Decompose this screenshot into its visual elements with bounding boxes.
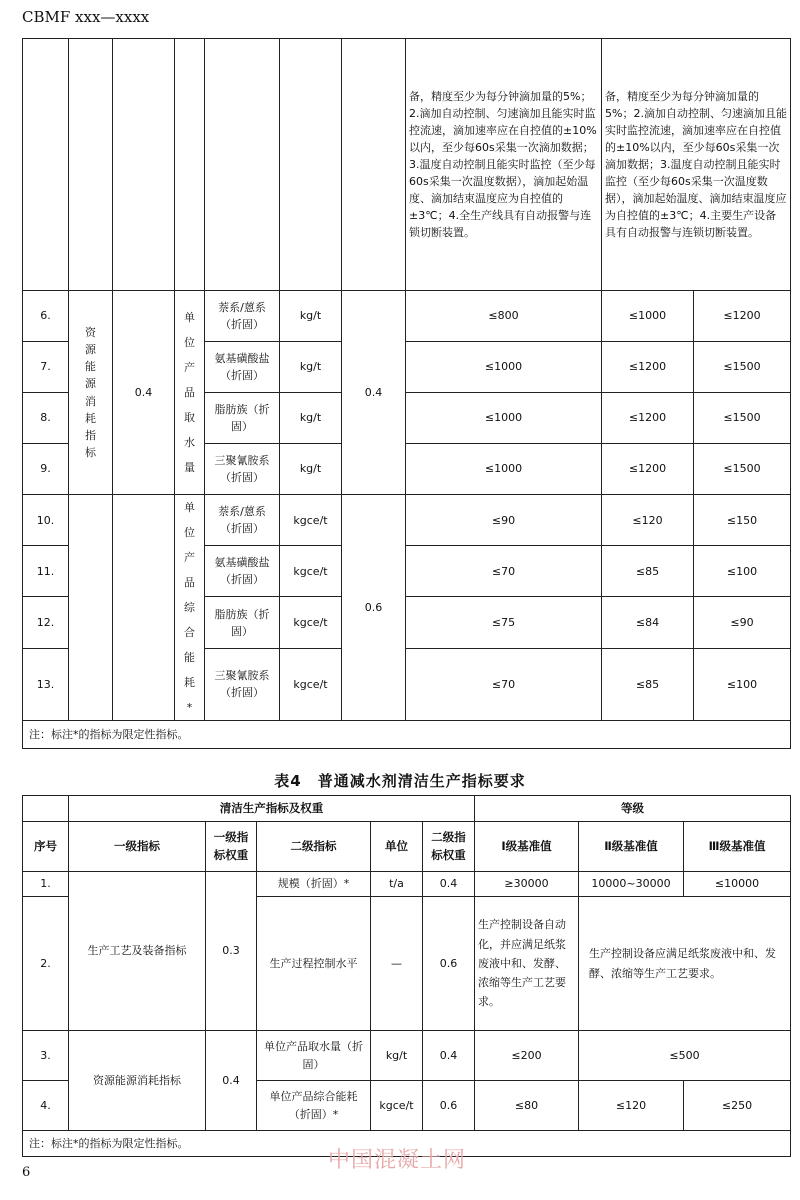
item-name: 脂肪族（折固） — [205, 393, 280, 444]
item-name: 单位产品综合能耗（折固）* — [257, 1081, 371, 1131]
unit: kg/t — [280, 342, 342, 393]
cell — [280, 39, 342, 291]
table-note: 注：标注*的指标为限定性指标。 — [23, 1131, 791, 1157]
grade-iii-value: ≤100 — [694, 648, 791, 720]
grade-iii-value: ≤150 — [694, 495, 791, 546]
level2-weight: 0.4 — [423, 872, 475, 897]
grade-iii-value: ≤1500 — [694, 444, 791, 495]
grade-i-value: ≤200 — [475, 1031, 579, 1081]
level2-weight: 0.4 — [342, 291, 406, 495]
grade-ii-value: ≤85 — [602, 648, 694, 720]
watermark: 中国混凝土网 — [328, 1148, 467, 1173]
item-name: 三聚氰胺系（折固） — [205, 444, 280, 495]
grade-i-value: ≤70 — [406, 648, 602, 720]
item-name: 三聚氰胺系（折固） — [205, 648, 280, 720]
level1-indicator: 资源能源消耗指标 — [69, 1031, 206, 1131]
level1-weight: 0.4 — [206, 1031, 257, 1131]
grade-i-value: ≤800 — [406, 291, 602, 342]
row-number: 12. — [23, 597, 69, 648]
level2-weight: 0.6 — [342, 495, 406, 721]
unit: kg/t — [280, 291, 342, 342]
grade-i-continued-text: 备，精度至少为每分钟滴加量的5%；2.滴加自动控制、匀速滴加且能实时监控流速，滴加速率应在自控值的±10%以内，至少每60s采集一次滴加数据；3.温度自动控制且能实时监控（至少每60s采集一次温度数据），滴加起始温度、滴加结束温度应为自控值的±3℃；4.全生产线具有自动报警与连锁切断装置。 — [406, 39, 602, 291]
grade-iii-value: ≤10000 — [684, 872, 791, 897]
unit: kgce/t — [280, 546, 342, 597]
level1-weight: 0.4 — [113, 291, 175, 495]
row-number: 7. — [23, 342, 69, 393]
page-number: 6 — [22, 1165, 31, 1180]
cell — [113, 39, 175, 291]
grade-ii-value: ≤84 — [602, 597, 694, 648]
header-grade-ii: Ⅱ级基准值 — [579, 822, 684, 872]
level2-indicator-water: 单位产品取水量 — [175, 291, 205, 495]
header-no: 序号 — [23, 822, 69, 872]
item-name: 单位产品取水量（折固） — [257, 1031, 371, 1081]
header-level2-weight: 二级指标权重 — [423, 822, 475, 872]
header-indicators: 清洁生产指标及权重 — [69, 796, 475, 822]
row-number: 6. — [23, 291, 69, 342]
item-name: 生产过程控制水平 — [257, 897, 371, 1031]
unit: kg/t — [280, 444, 342, 495]
unit: kgce/t — [280, 495, 342, 546]
level2-indicator-energy: 单位产品综合能耗* — [175, 495, 205, 721]
grade-iii-value: ≤100 — [694, 546, 791, 597]
grade-i-value: ≤90 — [406, 495, 602, 546]
unit: — — [371, 897, 423, 1031]
unit: kg/t — [280, 393, 342, 444]
row-number: 10. — [23, 495, 69, 546]
header-level1: 一级指标 — [69, 822, 206, 872]
header-unit: 单位 — [371, 822, 423, 872]
grade-ii-value: ≤85 — [602, 546, 694, 597]
level2-weight: 0.6 — [423, 897, 475, 1031]
item-name: 萘系/蒽系（折固） — [205, 291, 280, 342]
item-name: 氨基磺酸盐（折固） — [205, 546, 280, 597]
grade-i-value: ≤1000 — [406, 393, 602, 444]
header-grade: 等级 — [475, 796, 791, 822]
grade-i-value: ≤70 — [406, 546, 602, 597]
grade-ii-value: ≤1200 — [602, 393, 694, 444]
grade-ii-iii-value: ≤500 — [579, 1031, 791, 1081]
grade-iii-value: ≤1500 — [694, 393, 791, 444]
cell — [69, 39, 113, 291]
unit: t/a — [371, 872, 423, 897]
grade-iii-value: ≤90 — [694, 597, 791, 648]
grade-i-value: ≤75 — [406, 597, 602, 648]
header-grade-iii: Ⅲ级基准值 — [684, 822, 791, 872]
unit: kg/t — [371, 1031, 423, 1081]
grade-i-value: ≤80 — [475, 1081, 579, 1131]
row-number: 13. — [23, 648, 69, 720]
table-3-continuation — [22, 38, 791, 749]
cell — [23, 39, 69, 291]
grade-i-value: ≥30000 — [475, 872, 579, 897]
level2-weight: 0.4 — [423, 1031, 475, 1081]
grade-ii-iii-value: 生产控制设备应满足纸浆废液中和、发酵、浓缩等生产工艺要求。 — [579, 897, 791, 1031]
level2-weight: 0.6 — [423, 1081, 475, 1131]
unit: kgce/t — [371, 1081, 423, 1131]
grade-i-value: 生产控制设备自动化，并应满足纸浆废液中和、发酵、浓缩等生产工艺要求。 — [475, 897, 579, 1031]
grade-ii-continued-text: 备，精度至少为每分钟滴加量的5%；2.滴加自动控制、匀速滴加且能实时监控流速，滴加速率应在自控值的±10%以内，至少每60s采集一次滴加数据；3.温度自动控制且能实时监控（至少每60s采集一次温度数据），滴加起始温度、滴加结束温度应为自控值的±3℃；4.主要生产设备具有自动报警与连锁切断装置。 — [602, 39, 791, 291]
grade-ii-value: ≤120 — [579, 1081, 684, 1131]
level1-weight: 0.3 — [206, 872, 257, 1031]
row-number: 4. — [23, 1081, 69, 1131]
grade-i-value: ≤1000 — [406, 342, 602, 393]
cell — [23, 796, 69, 822]
table-4-caption: 表4 普通减水剂清洁生产指标要求 — [274, 772, 526, 790]
header-grade-i: Ⅰ级基准值 — [475, 822, 579, 872]
table-note: 注：标注*的指标为限定性指标。 — [23, 721, 791, 749]
level1-indicator: 生产工艺及装备指标 — [69, 872, 206, 1031]
cell — [113, 495, 175, 721]
grade-ii-value: ≤1200 — [602, 444, 694, 495]
cell — [175, 39, 205, 291]
row-number: 2. — [23, 897, 69, 1031]
item-name: 脂肪族（折固） — [205, 597, 280, 648]
item-name: 氨基磺酸盐（折固） — [205, 342, 280, 393]
item-name: 萘系/蒽系（折固） — [205, 495, 280, 546]
item-name: 规模（折固）* — [257, 872, 371, 897]
row-number: 9. — [23, 444, 69, 495]
row-number: 8. — [23, 393, 69, 444]
cell — [69, 495, 113, 721]
grade-ii-value: ≤1200 — [602, 342, 694, 393]
header-level1-weight: 一级指标权重 — [206, 822, 257, 872]
row-number: 3. — [23, 1031, 69, 1081]
grade-i-value: ≤1000 — [406, 444, 602, 495]
row-number: 1. — [23, 872, 69, 897]
unit: kgce/t — [280, 597, 342, 648]
grade-iii-value: ≤1200 — [694, 291, 791, 342]
unit: kgce/t — [280, 648, 342, 720]
grade-iii-value: ≤250 — [684, 1081, 791, 1131]
grade-iii-value: ≤1500 — [694, 342, 791, 393]
level1-indicator: 资源能源消耗指标 — [69, 291, 113, 495]
grade-ii-value: 10000~30000 — [579, 872, 684, 897]
cell — [342, 39, 406, 291]
doc-header: CBMF xxx—xxxx — [22, 8, 150, 26]
row-number: 11. — [23, 546, 69, 597]
cell — [205, 39, 280, 291]
table-4 — [22, 795, 791, 1157]
grade-ii-value: ≤1000 — [602, 291, 694, 342]
grade-ii-value: ≤120 — [602, 495, 694, 546]
header-level2: 二级指标 — [257, 822, 371, 872]
